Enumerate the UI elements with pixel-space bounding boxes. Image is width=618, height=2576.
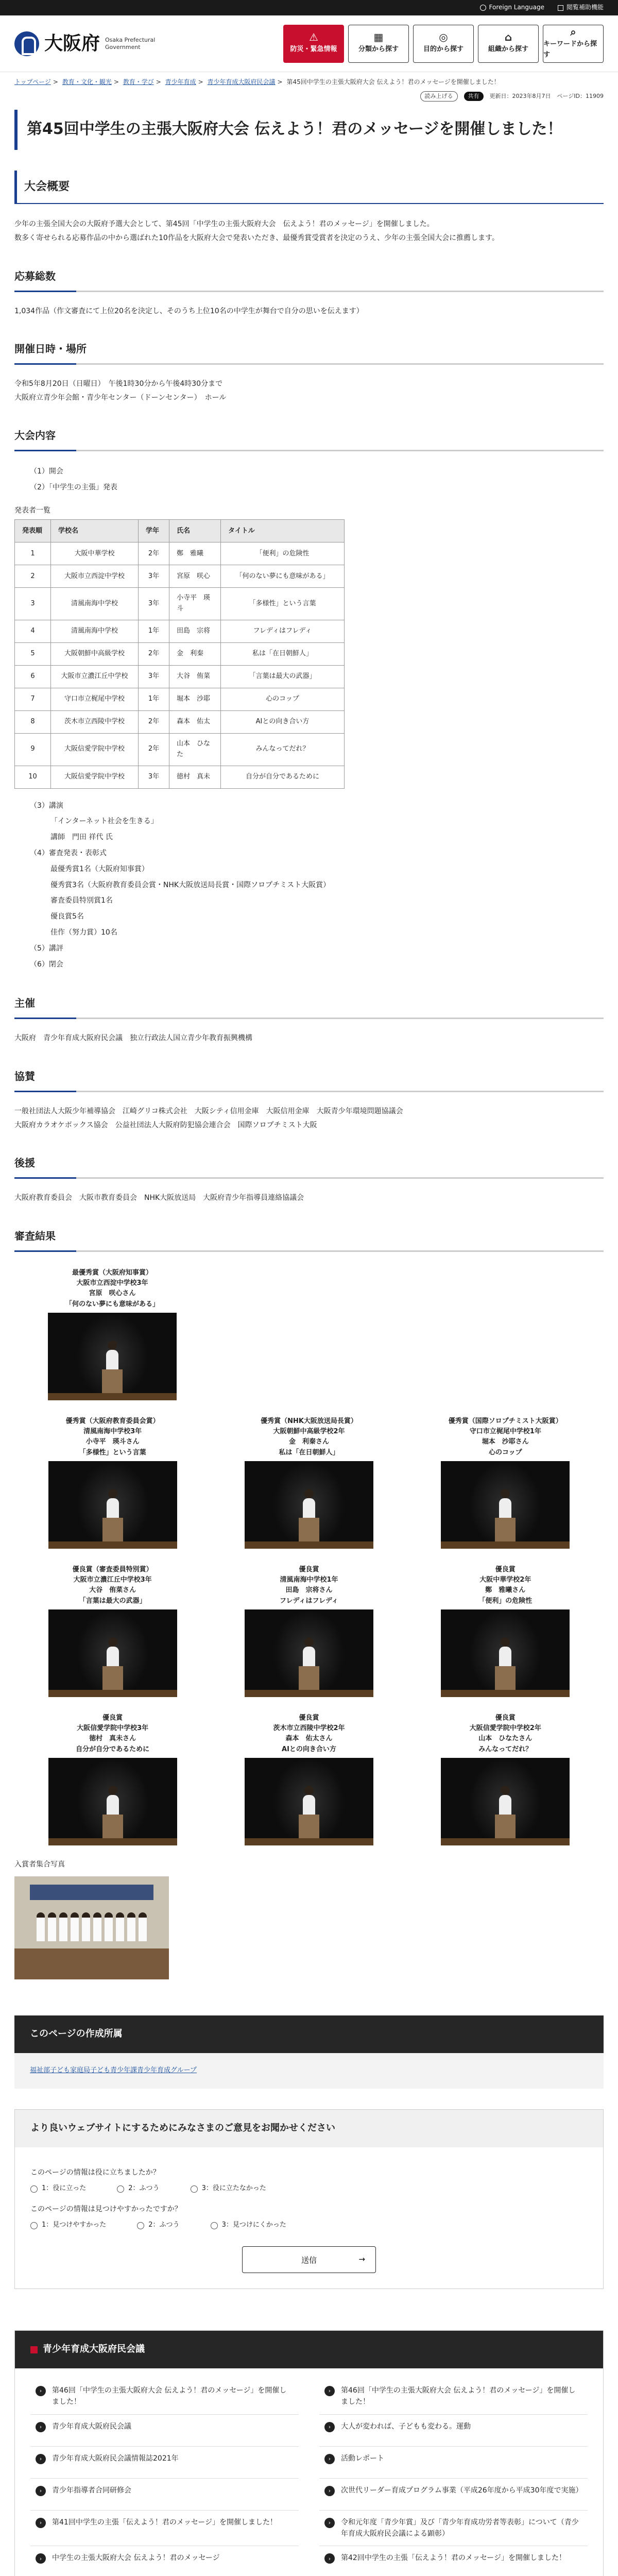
table-cell: 宮原 咲心 (169, 565, 221, 588)
award-caption-line: 優秀賞（大阪府教育委員会賞） (65, 1417, 160, 1426)
table-cell: 10 (15, 766, 51, 788)
table-cell: 清風南海中学校 (51, 620, 139, 643)
q2-option-3[interactable]: 3：見つけにくかった (211, 2220, 286, 2231)
table-cell: 森本 佑太 (169, 711, 221, 734)
table-header: 学校名 (51, 520, 139, 543)
table-row (15, 734, 345, 766)
award-photo-card (36, 1413, 190, 1549)
maker-body (14, 2053, 604, 2089)
feedback-q2-options (30, 2220, 588, 2231)
table-row (15, 543, 345, 565)
arrow-right-icon: › (36, 2518, 46, 2528)
award-caption-line: 大阪信愛学院中学校3年 (77, 1724, 149, 1733)
radio-icon (117, 2185, 124, 2193)
group-photo (14, 1876, 169, 1979)
program-list: （1）開会 （2）「中学生の主張」発表 (30, 467, 117, 492)
support-text: 一般社団法人大阪少年補導協会 江崎グリコ株式会社 大阪シティ信用金庫 大阪信用金庫 大阪青少年環境問題協議会 大阪府カラオケボックス協会 公益社団法人大阪府防犯協会連合会 国際ソロプチミスト大阪 (14, 1107, 403, 1129)
table-cell: AIとの向き合い方 (221, 711, 345, 734)
table-cell: 山本 ひなた (169, 734, 221, 766)
award-caption-line: 宮原 咲心さん (89, 1290, 136, 1298)
readspeaker-button[interactable]: 読み上げる (420, 91, 458, 101)
table-header: 学年 (139, 520, 169, 543)
award-photo-card (428, 1709, 582, 1845)
arrow-right-icon: › (324, 2553, 335, 2564)
table-cell: 堀本 沙耶 (169, 688, 221, 711)
q1-option-1[interactable]: 1：役に立った (30, 2183, 86, 2194)
arrow-right-icon: › (324, 2386, 335, 2396)
result-photos (14, 1264, 604, 1845)
group-member (48, 1912, 56, 1941)
related-link-item[interactable] (319, 2379, 588, 2415)
page-title: 第45回中学生の主張大阪府大会 伝えよう！君のメッセージを開催しました！ (14, 110, 604, 150)
accessibility-link[interactable]: 閲覧補助機能 (558, 3, 604, 12)
radio-icon (30, 2222, 38, 2229)
award-caption-line: 小寺平 瑛斗さん (85, 1438, 140, 1446)
table-cell: 7 (15, 688, 51, 711)
award-photo (441, 1609, 570, 1697)
breadcrumb-council[interactable]: 青少年育成大阪府民会議 (207, 78, 276, 86)
award-caption-line: 心のコップ (488, 1448, 522, 1456)
table-caption: 発表者一覧 (14, 506, 50, 515)
table-cell: 鄭 雅曦 (169, 543, 221, 565)
feedback-title: より良いウェブサイトにするためにみなさまのご意見をお聞かせください (15, 2110, 603, 2147)
award-caption-line: 大阪市立濃江丘中学校3年 (73, 1576, 152, 1584)
award-caption-line: 徳村 真未さん (89, 1735, 136, 1743)
award-caption-line: 清風南海中学校1年 (280, 1576, 338, 1584)
table-cell: 大阪朝鮮中高級学校 (51, 643, 139, 666)
breadcrumb-education[interactable]: 教育・文化・観光 (62, 78, 112, 86)
table-cell: 3年 (139, 766, 169, 788)
table-row (15, 643, 345, 666)
grid-icon: ▦ (373, 31, 384, 44)
table-cell: 「何のない夢にも意味がある」 (221, 565, 345, 588)
award-photo (441, 1758, 570, 1845)
count-text: 1,034作品（作文審査にて上位20名を決定し、そのうち上位10名の中学生が舞台で自分の思いを伝えます） (14, 307, 364, 315)
award-caption-line: 最優秀賞（大阪府知事賞） (72, 1269, 152, 1277)
group-member (127, 1912, 135, 1941)
group-member (105, 1912, 113, 1941)
breadcrumb-learning[interactable]: 教育・学び (123, 78, 154, 86)
table-cell: 大阪中華学校 (51, 543, 139, 565)
osaka-logo-icon (14, 31, 39, 56)
logo-en-line1: Osaka Prefectural (105, 36, 156, 43)
arrow-right-icon: › (36, 2422, 46, 2432)
award-photo-card (232, 1561, 386, 1697)
related-link-item[interactable] (319, 2479, 588, 2511)
award-caption-line: 優良賞 (495, 1566, 516, 1574)
page-id: ページID：11909 (557, 93, 604, 100)
table-row (15, 588, 345, 620)
related-link[interactable]: 令和元年度「青少年賞」及び「青少年育成功労者等表彰」について（青少年育成大阪府民会議による顕彰） (341, 2518, 579, 2538)
group-member (37, 1912, 45, 1941)
keyword-search-button[interactable]: ⌕ キーワードから探す (543, 25, 604, 63)
overview-text: 少年の主張全国大会の大阪府予選大会として、第45回「中学生の主張大阪府大会 伝えよう！君のメッセージ」を開催しました。 数多く寄せられる応募作品の中から選ばれた10作品を大阪府大会で発表いただき、最優秀賞受賞者を決定のうえ、少年の主張全国大会に推薦します。 (14, 220, 499, 243)
maker-link[interactable]: 福祉部子ども家庭局子ども青少年課青少年育成グループ (30, 2066, 197, 2075)
related-link[interactable]: 大人が変われば、子どもも変わる。運動 (341, 2422, 471, 2431)
breadcrumb: トップページ > 教育・文化・観光 > 教育・学び > 青少年育成 > 青少年育成大阪府民会議 > 第45回中学生の主張大阪府大会 伝えよう！君のメッセージを開催しました！ (14, 78, 500, 86)
award-caption-line: 大谷 侑菜さん (89, 1586, 136, 1595)
site-header (0, 15, 618, 72)
arrow-right-icon: › (324, 2454, 335, 2464)
table-row (15, 666, 345, 688)
award-photo (48, 1313, 177, 1400)
send-button[interactable]: 送信 → (242, 2246, 376, 2273)
award-caption-line: 森本 佑太さん (285, 1735, 333, 1743)
table-cell: 大谷 侑菜 (169, 666, 221, 688)
share-button[interactable]: 共有 (464, 92, 484, 101)
related-link[interactable]: 青少年育成大阪府民会議 (52, 2422, 131, 2431)
related-link[interactable]: 第41回中学生の主張「伝えよう！君のメッセージ」を開催しました！ (52, 2518, 277, 2527)
purpose-search-button[interactable]: ◎ 目的から探す (413, 25, 474, 63)
organization-search-button[interactable]: ⌂ 組織から探す (478, 25, 539, 63)
q1-option-2[interactable]: 2：ふつう (117, 2183, 159, 2194)
table-cell: 3年 (139, 666, 169, 688)
related-link[interactable]: 青少年指導者合同研修会 (52, 2486, 131, 2495)
related-links (14, 2330, 604, 2576)
table-row (15, 620, 345, 643)
award-caption-line: 大阪信愛学院中学校2年 (469, 1724, 541, 1733)
award-photo (245, 1758, 373, 1845)
group-member (59, 1912, 67, 1941)
heading-content: 大会内容 (14, 422, 604, 451)
table-header: 氏名 (169, 520, 221, 543)
feedback-q1-options (30, 2183, 588, 2194)
backing-text: 大阪府教育委員会 大阪市教育委員会 NHK大阪放送局 大阪府青少年指導員連絡協議会 (14, 1194, 304, 1202)
award-caption-line: 大阪市立西淀中学校3年 (76, 1279, 148, 1287)
award-photo-card (35, 1264, 190, 1400)
arrow-right-icon: › (36, 2454, 46, 2464)
updated-date: 更新日：2023年8月7日 (489, 93, 551, 100)
maker-heading: このページの作成所属 (14, 2015, 604, 2053)
q2-option-2[interactable]: 2：ふつう (137, 2220, 179, 2231)
feedback-q1: このページの情報は役に立ちましたか？ (30, 2168, 160, 2177)
building-icon: ⌂ (504, 31, 512, 44)
table-cell: 私は「在日朝鮮人」 (221, 643, 345, 666)
arrow-right-icon: › (324, 2486, 335, 2496)
heading-overview: 大会概要 (14, 171, 604, 204)
table-cell: 2年 (139, 543, 169, 565)
award-photo-card (428, 1561, 582, 1697)
globe-icon (480, 5, 486, 11)
group-member (139, 1912, 147, 1941)
award-caption-line: フレディはフレディ (280, 1597, 338, 1605)
award-photo (48, 1609, 177, 1697)
table-cell: 3年 (139, 588, 169, 620)
award-photo (245, 1609, 373, 1697)
award-caption-line: 優良賞（審査委員特別賞） (72, 1566, 153, 1574)
arrow-right-icon: › (324, 2422, 335, 2432)
related-link-item[interactable] (30, 2447, 299, 2479)
award-caption-line: 金 利秦さん (288, 1438, 329, 1446)
table-cell: 自分が自分であるために (221, 766, 345, 788)
table-row (15, 565, 345, 588)
table-cell: 2年 (139, 643, 169, 666)
target-icon: ◎ (439, 31, 448, 44)
award-photo-card (36, 1561, 190, 1697)
arrow-right-icon: › (324, 2518, 335, 2528)
award-caption-line: 大阪中華学校2年 (479, 1576, 531, 1584)
table-cell: 茨木市立西陵中学校 (51, 711, 139, 734)
award-photo-card (36, 1709, 190, 1845)
table-cell: 田島 宗将 (169, 620, 221, 643)
related-link[interactable]: 青少年育成大阪府民会議情報誌2021年 (52, 2454, 179, 2463)
award-photo (48, 1758, 177, 1845)
group-photo-caption: 入賞者集合写真 (14, 1860, 65, 1869)
table-cell: 心のコップ (221, 688, 345, 711)
table-cell: 「言葉は最大の武器」 (221, 666, 345, 688)
heading-count: 応募総数 (14, 263, 604, 292)
table-cell: 守口市立梶尾中学校 (51, 688, 139, 711)
heading-support: 協賛 (14, 1063, 604, 1092)
table-cell: 3 (15, 588, 51, 620)
breadcrumb-youth[interactable]: 青少年育成 (165, 78, 196, 86)
heading-backing: 後援 (14, 1149, 604, 1179)
award-photo (48, 1461, 177, 1549)
presenter-table (14, 519, 345, 788)
program-list-2: （3）講演 「インターネット社会を生きる」 講師 門田 祥代 氏 （4）審査発表・表彰式 最優秀賞1名（大阪府知事賞） 優秀賞3名（大阪府教育委員会賞・NHK大阪放送局長賞・国際ソロプチミスト大阪賞） 審査委員特別賞1名 優良賞5名 佳作（努力賞）10名 （5）講評 （6）閉会 (30, 801, 331, 969)
datetime-text: 令和5年8月20日（日曜日） 午後1時30分から午後4時30分まで 大阪府立青少年会館・青少年センター（ドーンセンター） ホール (14, 380, 227, 402)
table-cell: 小寺平 瑛斗 (169, 588, 221, 620)
award-caption-line: みんなってだれ？ (478, 1745, 533, 1753)
award-caption-line: 守口市立梶尾中学校1年 (469, 1428, 541, 1436)
host-text: 大阪府 青少年育成大阪府民会議 独立行政法人国立青少年教育振興機構 (14, 1034, 252, 1043)
arrow-right-icon: › (36, 2553, 46, 2564)
related-link[interactable]: 活動レポート (341, 2454, 384, 2463)
arrow-right-icon: → (358, 2254, 365, 2264)
award-caption-line: 「何のない夢にも意味がある」 (65, 1300, 159, 1308)
award-caption-line: 優良賞 (299, 1714, 319, 1722)
award-caption-line: 「言葉は最大の武器」 (79, 1597, 146, 1605)
related-link-item[interactable] (30, 2415, 299, 2447)
table-cell: 6 (15, 666, 51, 688)
award-caption-line: 堀本 沙耶さん (482, 1438, 529, 1446)
award-caption-line: 茨木市立西陵中学校2年 (273, 1724, 345, 1733)
related-link[interactable]: 第46回「中学生の主張大阪府大会 伝えよう！君のメッセージ」を開催しました！ (341, 2386, 576, 2406)
table-cell: 清風南海中学校 (51, 588, 139, 620)
award-caption-line: 優秀賞（国際ソロプチミスト大阪賞） (448, 1417, 562, 1426)
table-cell: 大阪市立西淀中学校 (51, 565, 139, 588)
related-link[interactable]: 第46回「中学生の主張大阪府大会 伝えよう！君のメッセージ」を開催しました！ (52, 2386, 287, 2406)
related-link-item[interactable] (319, 2546, 588, 2576)
table-row (15, 711, 345, 734)
main-content (0, 110, 618, 2576)
radio-icon (191, 2185, 198, 2193)
group-member (116, 1912, 124, 1941)
table-header: 発表順 (15, 520, 51, 543)
related-link-item[interactable] (30, 2546, 299, 2576)
table-cell: 3年 (139, 565, 169, 588)
related-link-item[interactable] (319, 2415, 588, 2447)
related-link-item[interactable] (319, 2511, 588, 2547)
award-caption-line: 優秀賞（NHK大阪放送局長賞） (261, 1417, 357, 1426)
table-cell: 5 (15, 643, 51, 666)
photo-row (14, 1709, 604, 1845)
heading-datetime: 開催日時・場所 (14, 335, 604, 365)
radio-icon (30, 2185, 38, 2193)
award-caption-line: 「便利」の危険性 (478, 1597, 533, 1605)
award-caption-line: 鄭 雅曦さん (485, 1586, 526, 1595)
foreign-language-link[interactable]: Foreign Language (480, 3, 544, 12)
table-cell: 大阪信愛学院中学校 (51, 766, 139, 788)
group-member (71, 1912, 79, 1941)
table-row (15, 688, 345, 711)
award-caption-line: 私は「在日朝鮮人」 (279, 1448, 339, 1456)
table-cell: 徳村 真未 (169, 766, 221, 788)
award-photo-card (232, 1413, 386, 1549)
award-caption-line: 山本 ひなたさん (478, 1735, 533, 1743)
table-cell: 2年 (139, 711, 169, 734)
group-member (93, 1912, 101, 1941)
table-cell: 2年 (139, 734, 169, 766)
emergency-button[interactable]: ⚠ 防災・緊急情報 (283, 25, 344, 63)
table-cell: 2 (15, 565, 51, 588)
table-cell: 大阪市立濃江丘中学校 (51, 666, 139, 688)
award-caption-line: 大阪朝鮮中高級学校2年 (273, 1428, 345, 1436)
q1-option-3[interactable]: 3：役に立たなかった (191, 2183, 266, 2194)
table-cell: みんなってだれ？ (221, 734, 345, 766)
award-caption-line: AIとの向き合い方 (282, 1745, 336, 1753)
award-caption-line: 田島 宗将さん (285, 1586, 333, 1595)
award-photo-card (428, 1413, 582, 1549)
accessibility-icon (558, 5, 563, 11)
table-cell: 9 (15, 734, 51, 766)
breadcrumb-current: 第45回中学生の主張大阪府大会 伝えよう！君のメッセージを開催しました！ (286, 78, 500, 86)
table-header: タイトル (221, 520, 345, 543)
related-link-item[interactable] (30, 2511, 299, 2547)
related-link[interactable]: 次世代リーダー育成プログラム事業（平成26年度から平成30年度で実施） (341, 2486, 583, 2495)
photo-row (14, 1561, 604, 1697)
radio-icon (137, 2222, 144, 2229)
arrow-right-icon: › (36, 2486, 46, 2496)
related-link-item[interactable] (30, 2479, 299, 2511)
category-search-button[interactable]: ▦ 分類から探す (348, 25, 409, 63)
logo-en-line2: Government (105, 43, 141, 50)
page-meta (0, 89, 618, 104)
award-photo (245, 1461, 373, 1549)
related-link[interactable]: 中学生の主張大阪府大会 伝えよう！君のメッセージ (52, 2554, 220, 2563)
group-member (82, 1912, 90, 1941)
award-caption-line: 優良賞 (102, 1714, 123, 1722)
photo-row (14, 1413, 604, 1549)
heading-host: 主催 (14, 990, 604, 1019)
related-link[interactable]: 第42回中学生の主張「伝えよう！君のメッセージ」を開催しました！ (341, 2554, 566, 2563)
table-cell: 「便利」の危険性 (221, 543, 345, 565)
heading-results: 審査結果 (14, 1223, 604, 1252)
global-nav (283, 25, 604, 63)
utility-bar (0, 0, 618, 15)
warning-icon: ⚠ (309, 31, 318, 44)
related-link-item[interactable] (30, 2379, 299, 2415)
award-caption-line: 「多様性」という言葉 (79, 1448, 146, 1456)
table-cell: 1年 (139, 620, 169, 643)
award-caption-line: 優良賞 (495, 1714, 516, 1722)
photo-row (14, 1264, 604, 1400)
table-cell: フレディはフレディ (221, 620, 345, 643)
search-icon: ⌕ (570, 25, 576, 38)
table-cell: 8 (15, 711, 51, 734)
table-row (15, 766, 345, 788)
arrow-right-icon: › (36, 2386, 46, 2396)
table-cell: 大阪信愛学院中学校 (51, 734, 139, 766)
award-caption-line: 優良賞 (299, 1566, 319, 1574)
table-cell: 4 (15, 620, 51, 643)
award-photo (441, 1461, 570, 1549)
award-photo-card (232, 1709, 386, 1845)
breadcrumb-home[interactable]: トップページ (14, 78, 51, 86)
table-cell: 1 (15, 543, 51, 565)
section-square-icon (30, 2346, 38, 2353)
related-title: 青少年育成大阪府民会議 (43, 2344, 145, 2355)
table-cell: 金 利秦 (169, 643, 221, 666)
table-cell: 「多様性」という言葉 (221, 588, 345, 620)
award-caption-line: 清風南海中学校3年 (83, 1428, 142, 1436)
related-link-item[interactable] (319, 2447, 588, 2479)
feedback-q2: このページの情報は見つけやすかったですか？ (30, 2205, 182, 2213)
site-logo[interactable]: 大阪府 Osaka Prefectural Government (14, 29, 155, 59)
table-cell: 1年 (139, 688, 169, 711)
feedback-form (14, 2109, 604, 2289)
radio-icon (211, 2222, 218, 2229)
award-caption-line: 自分が自分であるために (76, 1745, 150, 1753)
q2-option-1[interactable]: 1：見つけやすかった (30, 2220, 106, 2231)
